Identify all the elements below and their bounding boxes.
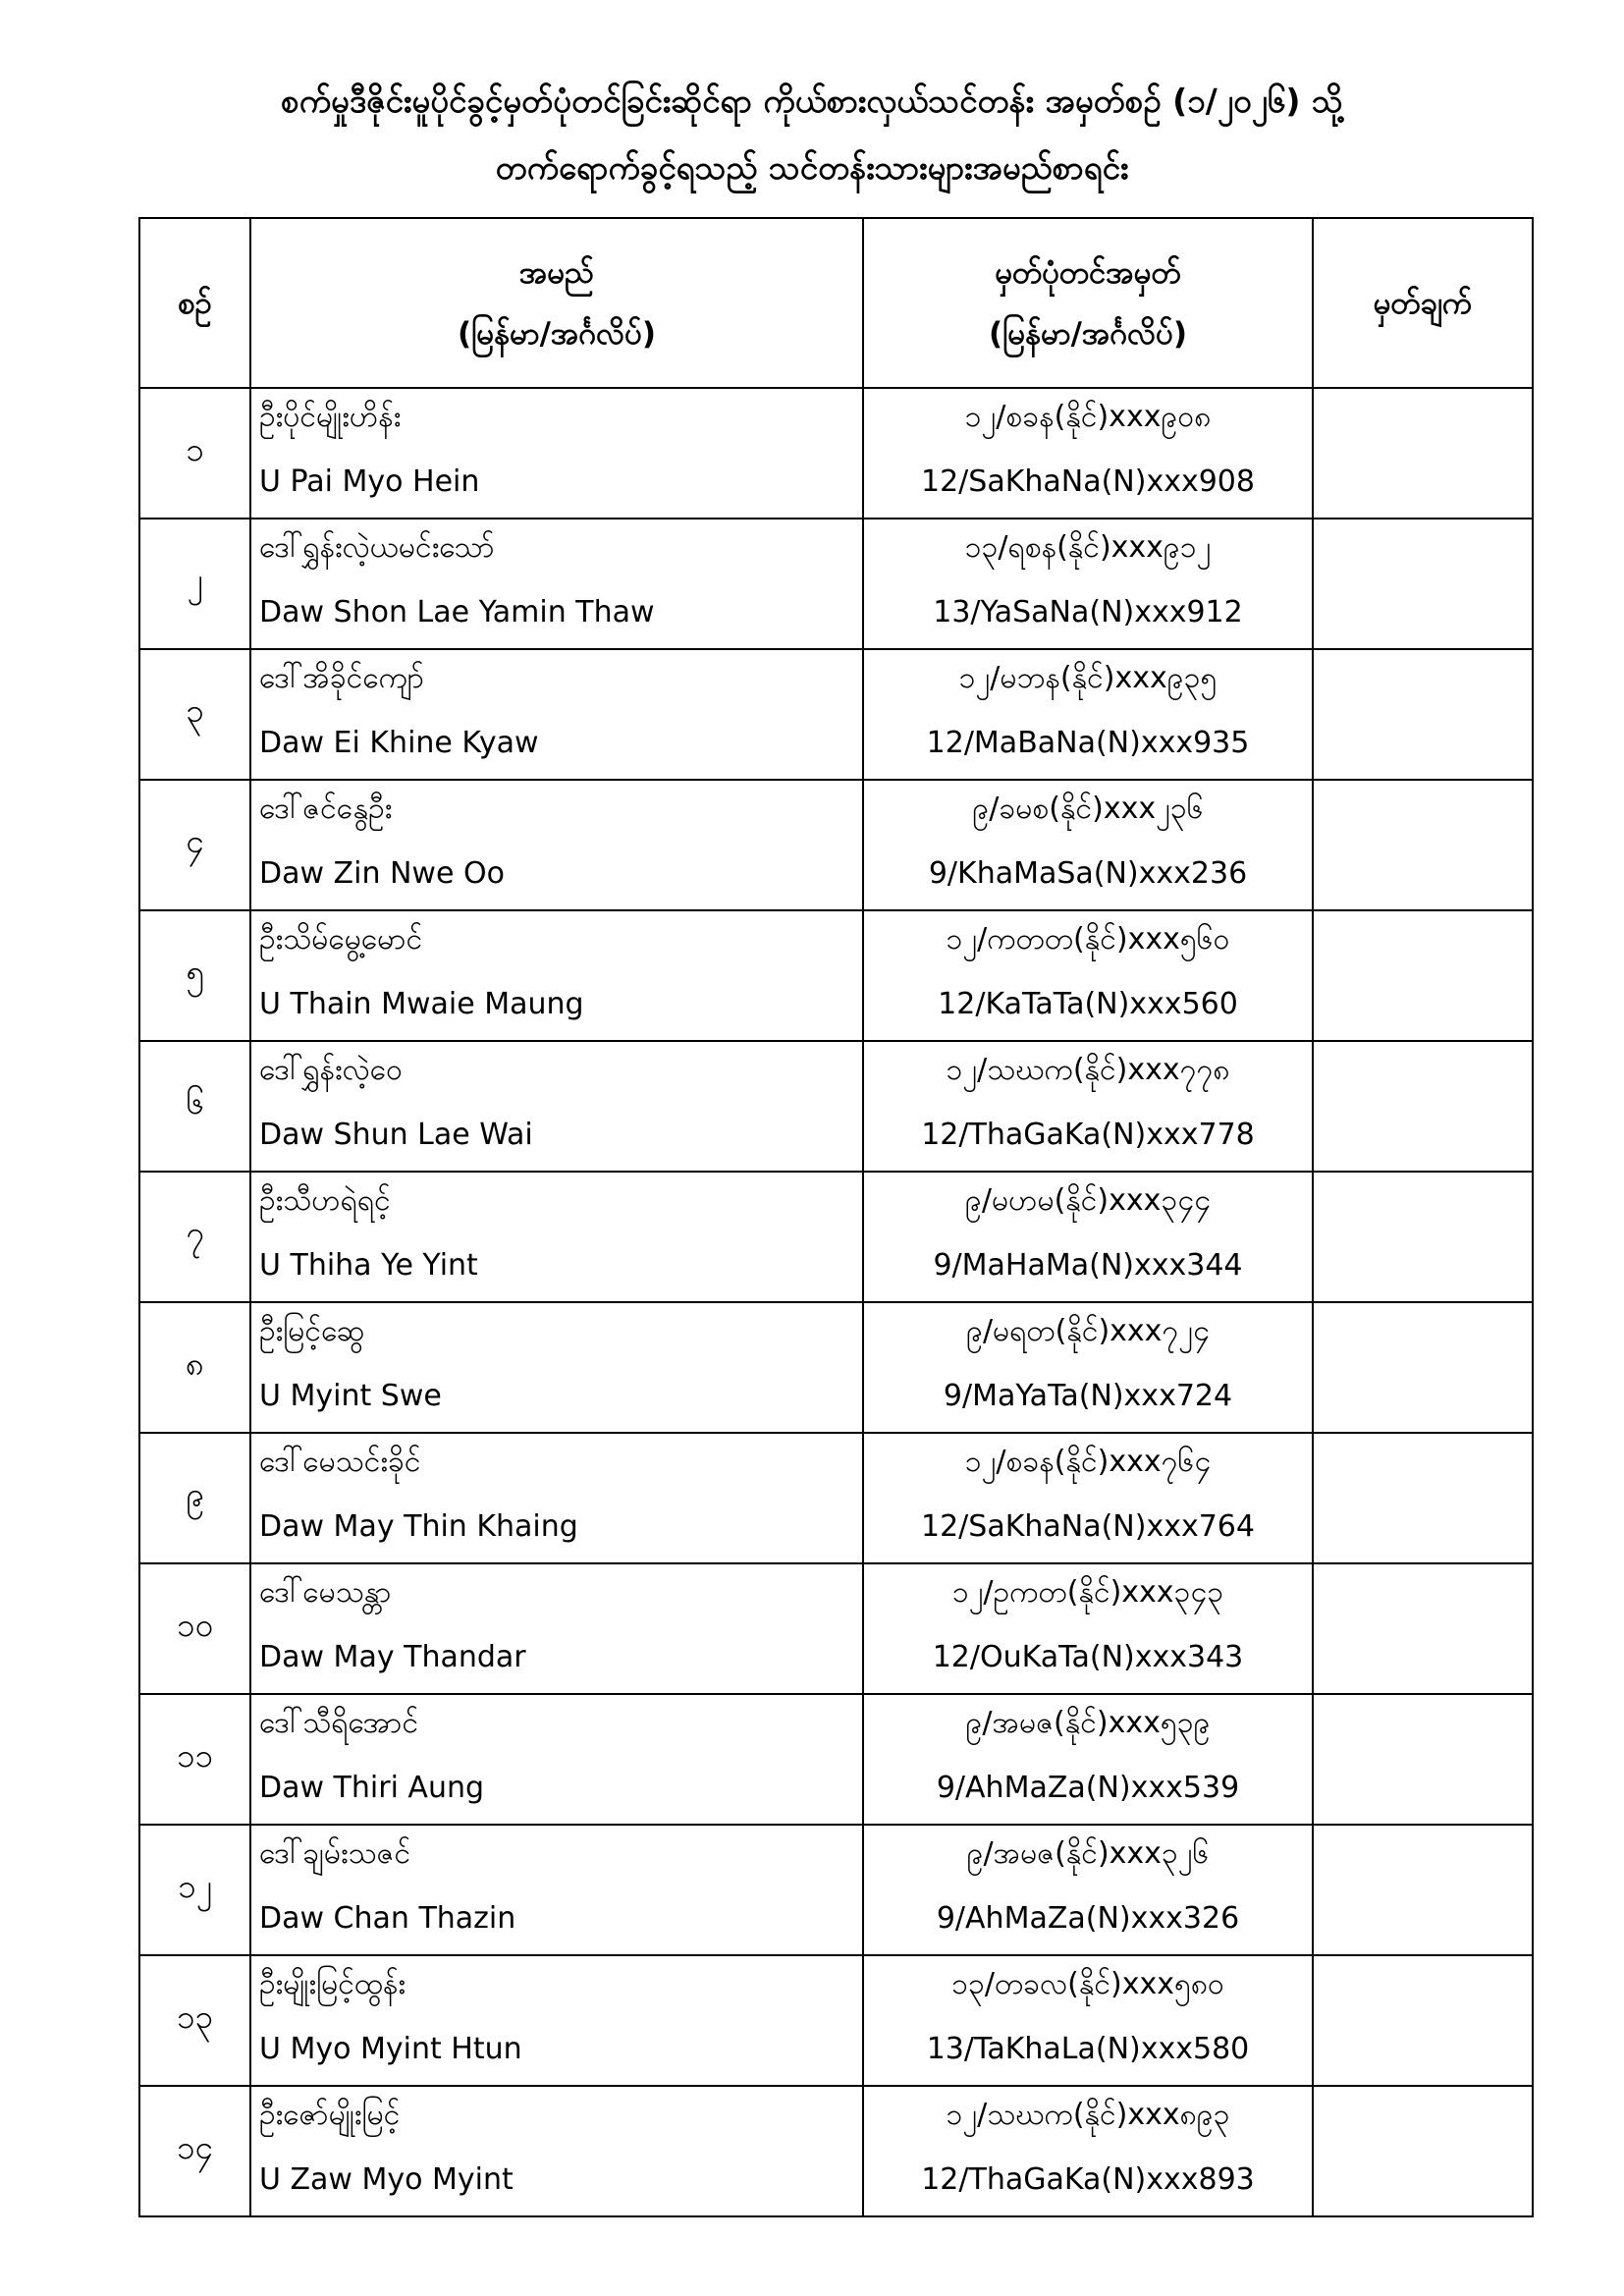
nrc-cell bbox=[863, 1172, 1313, 1302]
serial-no-cell: ၅ bbox=[139, 910, 250, 1041]
table-row bbox=[139, 1041, 1533, 1172]
serial-no-cell: ၆ bbox=[139, 1041, 250, 1172]
name-cell bbox=[250, 388, 863, 519]
table-row bbox=[139, 519, 1533, 649]
name-myanmar: ဦးမျိုးမြင့်ထွန်း bbox=[259, 1967, 406, 2001]
name-cell bbox=[250, 1433, 863, 1563]
table-row bbox=[139, 2086, 1533, 2216]
nrc-myanmar: ၁၂/သဃက(နိုင်)xxx၇၇၈ bbox=[946, 1053, 1230, 1087]
name-myanmar: ဦးပိုင်မျိုးဟိန်း bbox=[259, 400, 402, 434]
remark-cell bbox=[1313, 1433, 1533, 1563]
remark-cell bbox=[1313, 1302, 1533, 1433]
header-nrc-label: မှတ်ပုံတင်အမှတ် bbox=[995, 254, 1181, 291]
name-myanmar: ဒေါ်ဇင်နွေဦး bbox=[259, 792, 393, 826]
name-myanmar: ဒေါ်မေသင်းခိုင် bbox=[259, 1445, 421, 1479]
name-myanmar: ဒေါ်အိခိုင်ကျော် bbox=[259, 661, 425, 695]
nrc-english: 9/MaHaMa(N)xxx344 bbox=[933, 1248, 1243, 1283]
nrc-cell bbox=[863, 1825, 1313, 1955]
name-myanmar: ဒေါ်ရွှန်းလဲ့ယမင်းသော် bbox=[259, 530, 495, 565]
name-cell bbox=[250, 910, 863, 1041]
serial-no-cell: ၁ bbox=[139, 388, 250, 519]
nrc-myanmar: ၁၂/စခန(နိုင်)xxx၇၆၄ bbox=[964, 1445, 1212, 1479]
header-name-sub: (မြန်မာ/အင်္ဂလိပ်) bbox=[458, 315, 656, 352]
remark-cell bbox=[1313, 519, 1533, 649]
remark-cell bbox=[1313, 1563, 1533, 1694]
nrc-cell bbox=[863, 780, 1313, 910]
nrc-english: 12/SaKhaNa(N)xxx908 bbox=[921, 465, 1255, 499]
serial-no-cell: ၇ bbox=[139, 1172, 250, 1302]
table-body bbox=[139, 388, 1533, 2216]
nrc-myanmar: ၉/ခမစ(နိုင်)xxx၂၃၆ bbox=[972, 792, 1204, 826]
nrc-english: 12/OuKaTa(N)xxx343 bbox=[932, 1640, 1244, 1674]
name-english: Daw Chan Thazin bbox=[259, 1901, 516, 1936]
name-english: Daw Zin Nwe Oo bbox=[259, 856, 505, 891]
table-row bbox=[139, 1694, 1533, 1825]
name-cell bbox=[250, 1825, 863, 1955]
table-row bbox=[139, 1825, 1533, 1955]
nrc-cell bbox=[863, 1694, 1313, 1825]
nrc-cell bbox=[863, 1433, 1313, 1563]
serial-no-cell: ၁၁ bbox=[139, 1694, 250, 1825]
remark-cell bbox=[1313, 910, 1533, 1041]
name-english: Daw May Thandar bbox=[259, 1640, 526, 1674]
document-title-line-1: စက်မှုဒီဇိုင်းမူပိုင်ခွင့်မှတ်ပုံတင်ခြင်းဆိုင်ရာ ကိုယ်စားလှယ်သင်တန်း အမှတ်စဉ် (၁/၂၀၂၆) သို့ bbox=[281, 82, 1343, 120]
serial-no-cell: ၉ bbox=[139, 1433, 250, 1563]
name-cell bbox=[250, 1694, 863, 1825]
name-english: Daw Shun Lae Wai bbox=[259, 1118, 533, 1152]
nrc-myanmar: ၉/အမဇ(နိုင်)xxx၃၂၆ bbox=[966, 1836, 1210, 1871]
serial-no-cell: ၁၂ bbox=[139, 1825, 250, 1955]
table-row bbox=[139, 1172, 1533, 1302]
name-cell bbox=[250, 1041, 863, 1172]
nrc-english: 12/MaBaNa(N)xxx935 bbox=[926, 726, 1250, 760]
header-nrc-sub: (မြန်မာ/အင်္ဂလိပ်) bbox=[989, 315, 1187, 352]
serial-no-cell: ၂ bbox=[139, 519, 250, 649]
name-myanmar: ဒေါ်သီရိအောင် bbox=[259, 1706, 419, 1740]
nrc-english: 9/AhMaZa(N)xxx326 bbox=[936, 1901, 1240, 1936]
name-english: Daw Thiri Aung bbox=[259, 1771, 485, 1805]
nrc-english: 9/MaYaTa(N)xxx724 bbox=[943, 1379, 1233, 1413]
header-name bbox=[250, 218, 863, 388]
nrc-cell bbox=[863, 1041, 1313, 1172]
name-english: U Thain Mwaie Maung bbox=[259, 987, 584, 1021]
nrc-cell bbox=[863, 519, 1313, 649]
name-cell bbox=[250, 1955, 863, 2086]
nrc-english: 12/ThaGaKa(N)xxx778 bbox=[921, 1118, 1255, 1152]
header-remark: မှတ်ချက် bbox=[1313, 218, 1533, 388]
table-row bbox=[139, 1955, 1533, 2086]
nrc-myanmar: ၉/မဟမ(နိုင်)xxx၃၄၄ bbox=[964, 1183, 1212, 1218]
remark-cell bbox=[1313, 2086, 1533, 2216]
nrc-myanmar: ၁၂/မဘန(နိုင်)xxx၉၃၅ bbox=[958, 661, 1218, 695]
nrc-english: 13/YaSaNa(N)xxx912 bbox=[933, 595, 1243, 629]
name-myanmar: ဒေါ်ရွှန်းလဲ့ဝေ bbox=[259, 1053, 403, 1087]
nrc-myanmar: ၉/မရတ(နိုင်)xxx၇၂၄ bbox=[966, 1314, 1210, 1348]
name-cell bbox=[250, 2086, 863, 2216]
nrc-english: 12/KaTaTa(N)xxx560 bbox=[938, 987, 1238, 1021]
serial-no-cell: ၁၄ bbox=[139, 2086, 250, 2216]
nrc-english: 12/ThaGaKa(N)xxx893 bbox=[921, 2162, 1255, 2197]
nrc-cell bbox=[863, 388, 1313, 519]
name-cell bbox=[250, 1563, 863, 1694]
remark-cell bbox=[1313, 388, 1533, 519]
nrc-cell bbox=[863, 1563, 1313, 1694]
trainee-list-table bbox=[138, 217, 1534, 2217]
name-myanmar: ဦးသီဟရဲရင့် bbox=[259, 1183, 391, 1218]
serial-no-cell: ၈ bbox=[139, 1302, 250, 1433]
nrc-english: 13/TaKhaLa(N)xxx580 bbox=[926, 2032, 1250, 2066]
name-myanmar: ဒေါ်မေသန္တာ bbox=[259, 1575, 392, 1610]
table-row bbox=[139, 649, 1533, 780]
name-cell bbox=[250, 649, 863, 780]
name-myanmar: ဒေါ်ချမ်းသဇင် bbox=[259, 1836, 411, 1871]
name-cell bbox=[250, 1302, 863, 1433]
header-nrc bbox=[863, 218, 1313, 388]
name-english: U Zaw Myo Myint bbox=[259, 2162, 514, 2197]
nrc-myanmar: ၁၂/စခန(နိုင်)xxx၉၀၈ bbox=[964, 400, 1212, 434]
name-myanmar: ဦးဇော်မျိုးမြင့် bbox=[259, 2098, 401, 2132]
nrc-cell bbox=[863, 649, 1313, 780]
name-myanmar: ဦးမြင့်ဆွေ bbox=[259, 1314, 365, 1348]
nrc-english: 12/SaKhaNa(N)xxx764 bbox=[921, 1509, 1255, 1544]
header-name-label: အမည် bbox=[518, 254, 595, 291]
serial-no-cell: ၃ bbox=[139, 649, 250, 780]
table-row bbox=[139, 388, 1533, 519]
remark-cell bbox=[1313, 1955, 1533, 2086]
document-title-line-2: တက်ရောက်ခွင့်ရသည့် သင်တန်းသားများအမည်စာရင်း bbox=[495, 148, 1129, 187]
serial-no-cell: ၁၀ bbox=[139, 1563, 250, 1694]
remark-cell bbox=[1313, 649, 1533, 780]
table-row bbox=[139, 780, 1533, 910]
remark-cell bbox=[1313, 1172, 1533, 1302]
remark-cell bbox=[1313, 1041, 1533, 1172]
nrc-cell bbox=[863, 2086, 1313, 2216]
name-english: U Myo Myint Htun bbox=[259, 2032, 522, 2066]
serial-no-cell: ၄ bbox=[139, 780, 250, 910]
remark-cell bbox=[1313, 1694, 1533, 1825]
table-row bbox=[139, 1433, 1533, 1563]
table-row bbox=[139, 1563, 1533, 1694]
name-english: U Thiha Ye Yint bbox=[259, 1248, 478, 1283]
table-row bbox=[139, 910, 1533, 1041]
name-english: Daw Ei Khine Kyaw bbox=[259, 726, 539, 760]
nrc-english: 9/KhaMaSa(N)xxx236 bbox=[928, 856, 1248, 891]
remark-cell bbox=[1313, 1825, 1533, 1955]
nrc-cell bbox=[863, 1955, 1313, 2086]
name-myanmar: ဦးသိမ်မွေ့မောင် bbox=[259, 922, 423, 957]
nrc-myanmar: ၉/အမဇ(နိုင်)xxx၅၃၉ bbox=[965, 1706, 1211, 1740]
table-header-row bbox=[139, 218, 1533, 388]
table-row bbox=[139, 1302, 1533, 1433]
nrc-myanmar: ၁၂/ကတတ(နိုင်)xxx၅၆၀ bbox=[946, 922, 1230, 957]
nrc-myanmar: ၁၂/သဃက(နိုင်)xxx၈၉၃ bbox=[946, 2098, 1230, 2132]
nrc-cell bbox=[863, 910, 1313, 1041]
name-english: U Myint Swe bbox=[259, 1379, 442, 1413]
nrc-myanmar: ၁၃/တခလ(နိုင်)xxx၅၈၀ bbox=[951, 1967, 1224, 2001]
nrc-myanmar: ၁၂/ဥကတ(နိုင်)xxx၃၄၃ bbox=[951, 1575, 1224, 1610]
header-serial-no: စဉ် bbox=[139, 218, 250, 388]
name-english: Daw May Thin Khaing bbox=[259, 1509, 578, 1544]
name-cell bbox=[250, 1172, 863, 1302]
name-english: Daw Shon Lae Yamin Thaw bbox=[259, 595, 655, 629]
name-cell bbox=[250, 519, 863, 649]
serial-no-cell: ၁၃ bbox=[139, 1955, 250, 2086]
name-english: U Pai Myo Hein bbox=[259, 465, 480, 499]
name-cell bbox=[250, 780, 863, 910]
nrc-english: 9/AhMaZa(N)xxx539 bbox=[936, 1771, 1240, 1805]
remark-cell bbox=[1313, 780, 1533, 910]
nrc-myanmar: ၁၃/ရစန(နိုင်)xxx၉၁၂ bbox=[964, 530, 1212, 565]
nrc-cell bbox=[863, 1302, 1313, 1433]
